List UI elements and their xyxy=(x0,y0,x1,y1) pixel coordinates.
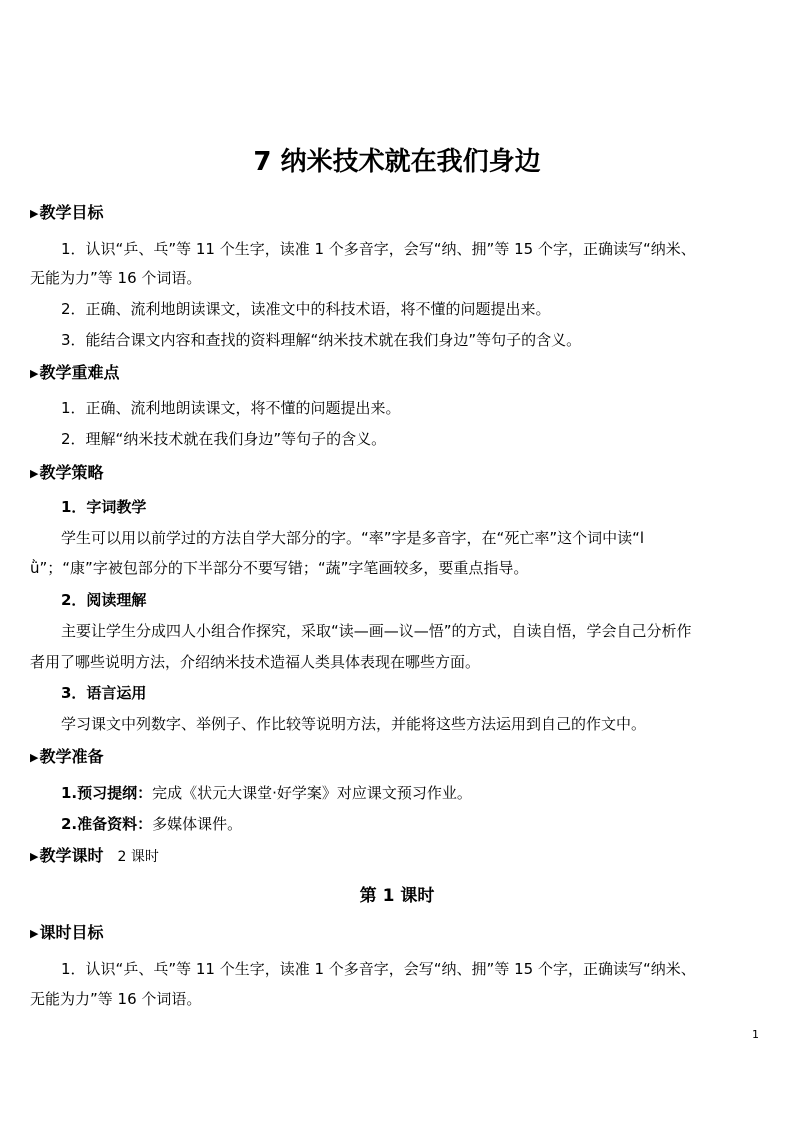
section-heading-lesson-goals xyxy=(30,922,103,945)
triangle-bullet-icon: ▶ xyxy=(30,207,39,220)
lesson-title: 第 1 课时 xyxy=(359,886,435,906)
triangle-bullet-icon: ▶ xyxy=(30,467,39,480)
section-heading-key-points xyxy=(30,362,119,385)
strategy-sub-heading-1: 1．字词教学 xyxy=(61,498,147,516)
strategy-2-line-2: 者用了哪些说明方法，介绍纳米技术造福人类具体表现在哪些方面。 xyxy=(30,653,481,671)
strategy-1-line-1: 学生可以用以前学过的方法自学大部分的字。“率”字是多音字，在“死亡率”这个词中读“l xyxy=(61,529,645,547)
goal-item-1-line-1: 1．认识“乒、乓”等 11 个生字，读准 1 个多音字，会写“纳、拥”等 15 个字，正确读写“纳米、 xyxy=(61,240,696,258)
section-heading-goals xyxy=(30,202,103,225)
preparation-item-2-label: 2.准备资料： xyxy=(61,815,153,833)
page-number: 1 xyxy=(752,1028,759,1041)
strategy-3-line-1: 学习课文中列数字、举例子、作比较等说明方法，并能将这些方法运用到自己的作文中。 xyxy=(61,715,647,733)
triangle-bullet-icon: ▶ xyxy=(30,850,39,863)
hours-value: 2 课时 xyxy=(117,849,159,865)
key-point-item-1: 1．正确、流利地朗读课文，将不懂的问题提出来。 xyxy=(61,399,401,417)
goal-item-2: 2．正确、流利地朗读课文，读准文中的科技术语，将不懂的问题提出来。 xyxy=(61,300,551,318)
triangle-bullet-icon: ▶ xyxy=(30,367,39,380)
strategy-1-line-2: ǜ”；“康”字被包部分的下半部分不要写错；“蔬”字笔画较多，要重点指导。 xyxy=(30,559,529,577)
strategy-2-line-1: 主要让学生分成四人小组合作探究，采取“读—画—议—悟”的方式，自读自悟，学会自己分析作 xyxy=(61,622,692,640)
lesson-goal-item-1-line-1: 1．认识“乒、乓”等 11 个生字，读准 1 个多音字，会写“纳、拥”等 15 个字，正确读写“纳米、 xyxy=(61,960,696,978)
heading-text: 教学策略 xyxy=(39,463,104,482)
triangle-bullet-icon: ▶ xyxy=(30,927,39,940)
preparation-item-1-label: 1.预习提纲： xyxy=(61,784,153,802)
heading-text: 教学课时 xyxy=(39,846,104,865)
preparation-item-1-text: 完成《状元大课堂·好学案》对应课文预习作业。 xyxy=(152,784,472,802)
lesson-goal-item-1-line-2: 无能为力”等 16 个词语。 xyxy=(30,990,202,1008)
section-heading-preparation xyxy=(30,746,103,769)
goal-item-3: 3．能结合课文内容和查找的资料理解“纳米技术就在我们身边”等句子的含义。 xyxy=(61,331,582,349)
heading-text: 教学准备 xyxy=(39,747,104,766)
strategy-sub-heading-2: 2．阅读理解 xyxy=(61,591,147,609)
section-heading-strategies xyxy=(30,462,103,485)
heading-text: 教学目标 xyxy=(39,203,104,222)
goal-item-1-line-2: 无能为力”等 16 个词语。 xyxy=(30,269,202,287)
section-heading-hours xyxy=(30,845,159,868)
strategy-sub-heading-3: 3．语言运用 xyxy=(61,684,147,702)
document-title: 7 纳米技术就在我们身边 xyxy=(253,147,541,177)
preparation-item-2 xyxy=(61,813,242,835)
preparation-item-2-text: 多媒体课件。 xyxy=(152,815,243,833)
heading-text: 教学重难点 xyxy=(39,363,120,382)
preparation-item-1 xyxy=(61,782,472,804)
heading-text: 课时目标 xyxy=(39,923,104,942)
key-point-item-2: 2．理解“纳米技术就在我们身边”等句子的含义。 xyxy=(61,430,387,448)
triangle-bullet-icon: ▶ xyxy=(30,751,39,764)
